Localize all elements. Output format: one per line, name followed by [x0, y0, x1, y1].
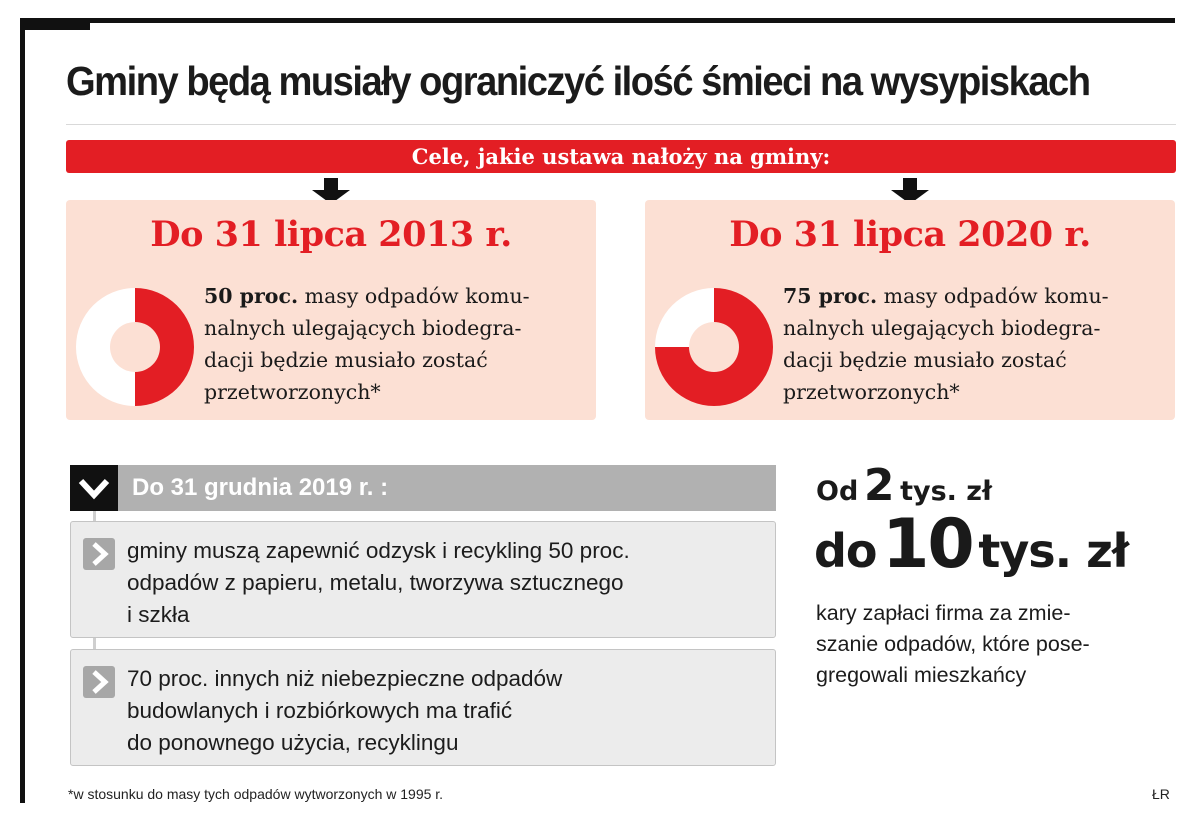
target-description-line: przetworzonych* [204, 380, 381, 404]
target-date: Do 31 lipca 2020 r. [729, 214, 1091, 255]
deadline-header-bar: Do 31 grudnia 2019 r. : [118, 465, 776, 511]
fine-description-line: kary zapłaci firma za zmie- [816, 601, 1071, 625]
fine-from-word: Od [816, 476, 859, 507]
fine-description [816, 598, 1166, 691]
fine-to-word: do [814, 524, 877, 578]
requirement-line: gminy muszą zapewnić odzysk i recykling 50 proc. [127, 538, 630, 563]
target-description-line: dacji będzie musiało zostać [204, 348, 488, 372]
requirement-text [127, 663, 757, 759]
chevron-right-icon [83, 666, 115, 698]
requirement-line: budowlanych i rozbiórkowych ma trafić [127, 698, 513, 723]
requirement-item [70, 649, 776, 766]
target-description-line: nalnych ulegających biodegra- [783, 316, 1101, 340]
target-description [783, 280, 1168, 408]
fine-from-unit: tys. zł [900, 476, 993, 507]
target-description-line: masy odpadów komu- [304, 284, 530, 308]
author-credit: ŁR [1152, 786, 1170, 802]
target-date: Do 31 lipca 2013 r. [150, 214, 512, 255]
fine-description-line: szanie odpadów, które pose- [816, 632, 1090, 656]
target-percent-label: 75 proc. [783, 284, 878, 308]
requirement-line: i szkła [127, 602, 190, 627]
target-description [204, 280, 589, 408]
title-divider [66, 124, 1176, 125]
frame-top-rule [20, 18, 1175, 23]
target-description-line: masy odpadów komu- [883, 284, 1109, 308]
fine-from-value: 2 [863, 460, 895, 511]
donut-slice-processed [135, 288, 194, 406]
fine-description-line: gregowali mieszkańcy [816, 663, 1027, 687]
chevron-right-icon [83, 538, 115, 570]
donut-slice-remaining [76, 288, 135, 406]
requirement-line: 70 proc. innych niż niebezpieczne odpadów [127, 666, 563, 691]
target-panel-2020 [645, 200, 1175, 420]
fine-to-value: 10 [882, 505, 973, 584]
target-panel-2013 [66, 200, 596, 420]
frame-left-rule [20, 18, 25, 803]
checkbox-marker [70, 465, 118, 511]
requirement-text [127, 535, 757, 631]
fine-range-to [814, 505, 1128, 584]
requirement-line: odpadów z papieru, metalu, tworzywa sztucznego [127, 570, 624, 595]
donut-chart-2013 [74, 286, 196, 408]
footnote: *w stosunku do masy tych odpadów wytworzonych w 1995 r. [68, 786, 444, 802]
target-description-line: dacji będzie musiało zostać [783, 348, 1067, 372]
infographic-title: Gminy będą musiały ograniczyć ilość śmieci na wysypiskach [66, 58, 1090, 104]
requirement-line: do ponownego użycia, recyklingu [127, 730, 459, 755]
donut-chart-2020 [653, 286, 775, 408]
check-icon [78, 474, 110, 502]
requirement-item [70, 521, 776, 638]
fine-to-unit: tys. zł [978, 524, 1129, 578]
target-percent-label: 50 proc. [204, 284, 299, 308]
target-description-line: nalnych ulegających biodegra- [204, 316, 522, 340]
frame-corner-mark [20, 18, 90, 30]
donut-slice-remaining [655, 288, 714, 347]
target-description-line: przetworzonych* [783, 380, 960, 404]
goals-header-bar: Cele, jakie ustawa nałoży na gminy: [66, 140, 1176, 173]
fine-range-from [816, 460, 992, 511]
